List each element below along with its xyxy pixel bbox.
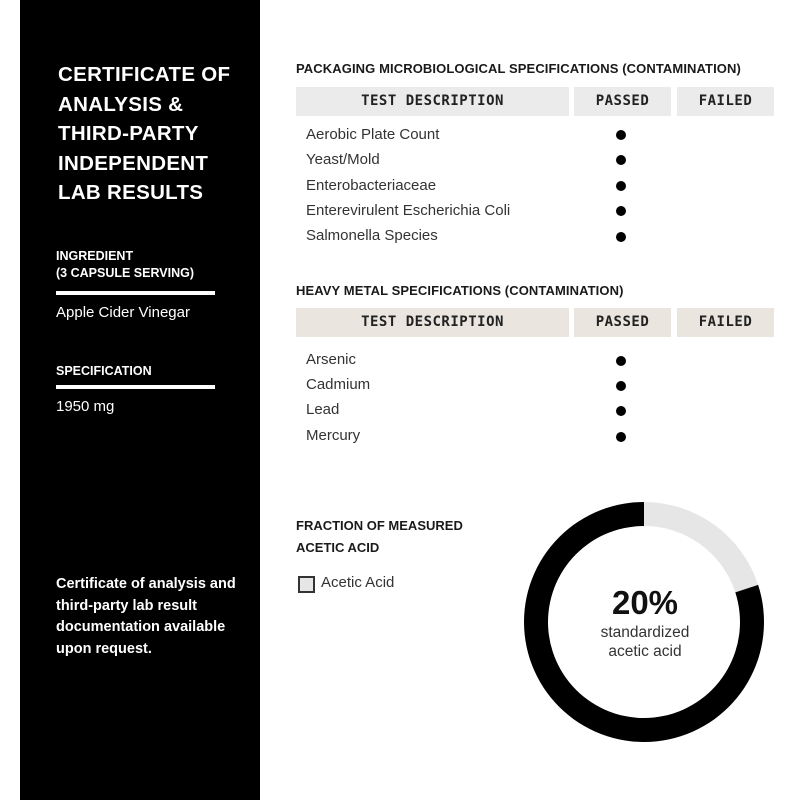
- micro-header-failed: FAILED: [677, 87, 774, 116]
- micro-header-passed: PASSED: [574, 87, 671, 116]
- percent-subtitle: [560, 623, 730, 661]
- micro-row-label: Aerobic Plate Count: [306, 126, 440, 143]
- micro-passed-dot: [616, 181, 626, 191]
- legend-label: Acetic Acid: [321, 574, 395, 591]
- micro-row-label: Enterevirulent Escherichia Coli: [306, 202, 511, 219]
- documentation-note: Certificate of analysis and third-party lab result documentation available upon request.: [56, 576, 236, 657]
- legend-swatch: [298, 576, 315, 593]
- micro-section-title: PACKAGING MICROBIOLOGICAL SPECIFICATIONS (CONTAMINATION): [296, 61, 741, 76]
- sidebar: [20, 0, 260, 800]
- metals-header-passed: PASSED: [574, 308, 671, 337]
- micro-passed-dot: [616, 206, 626, 216]
- metals-row-label: Arsenic: [306, 351, 357, 368]
- metals-passed-dot: [616, 356, 626, 366]
- donut-hole: [554, 532, 734, 712]
- ingredient-label: [56, 248, 194, 282]
- micro-row-label: Yeast/Mold: [306, 151, 380, 168]
- metals-row-label: Cadmium: [306, 376, 371, 393]
- specification-value: 1950 mg: [56, 398, 115, 415]
- metals-header-test-description: TEST DESCRIPTION: [296, 308, 569, 337]
- metals-passed-dot: [616, 432, 626, 442]
- percent-subtitle-line2: acetic acid: [608, 643, 682, 660]
- metals-passed-dot: [616, 406, 626, 416]
- fraction-title-line1: FRACTION OF MEASURED: [296, 518, 463, 533]
- percent-subtitle-line1: standardized: [600, 624, 690, 641]
- ingredient-label-line1: INGREDIENT: [56, 249, 134, 263]
- micro-passed-dot: [616, 130, 626, 140]
- specification-label: SPECIFICATION: [56, 364, 152, 378]
- micro-row-label: Enterobacteriaceae: [306, 177, 437, 194]
- fraction-title: [296, 515, 496, 559]
- fraction-title-line2: ACETIC ACID: [296, 540, 380, 555]
- metals-header-failed: FAILED: [677, 308, 774, 337]
- micro-passed-dot: [616, 155, 626, 165]
- micro-row-label: Salmonella Species: [306, 227, 438, 244]
- specification-divider: [56, 385, 215, 389]
- metals-row-label: Lead: [306, 401, 340, 418]
- metals-passed-dot: [616, 381, 626, 391]
- ingredient-label-line2: (3 CAPSULE SERVING): [56, 266, 194, 280]
- certificate-title: CERTIFICATE OF ANALYSIS & THIRD-PARTY INDEPENDENT LAB RESULTS: [58, 63, 231, 204]
- ingredient-value: Apple Cider Vinegar: [56, 304, 190, 321]
- micro-header-test-description: TEST DESCRIPTION: [296, 87, 569, 116]
- ingredient-divider: [56, 291, 215, 295]
- metals-section-title: HEAVY METAL SPECIFICATIONS (CONTAMINATION): [296, 283, 624, 298]
- acetic-acid-donut-chart: [524, 502, 764, 742]
- micro-passed-dot: [616, 232, 626, 242]
- metals-row-label: Mercury: [306, 427, 361, 444]
- percent-value: 20%: [611, 584, 679, 621]
